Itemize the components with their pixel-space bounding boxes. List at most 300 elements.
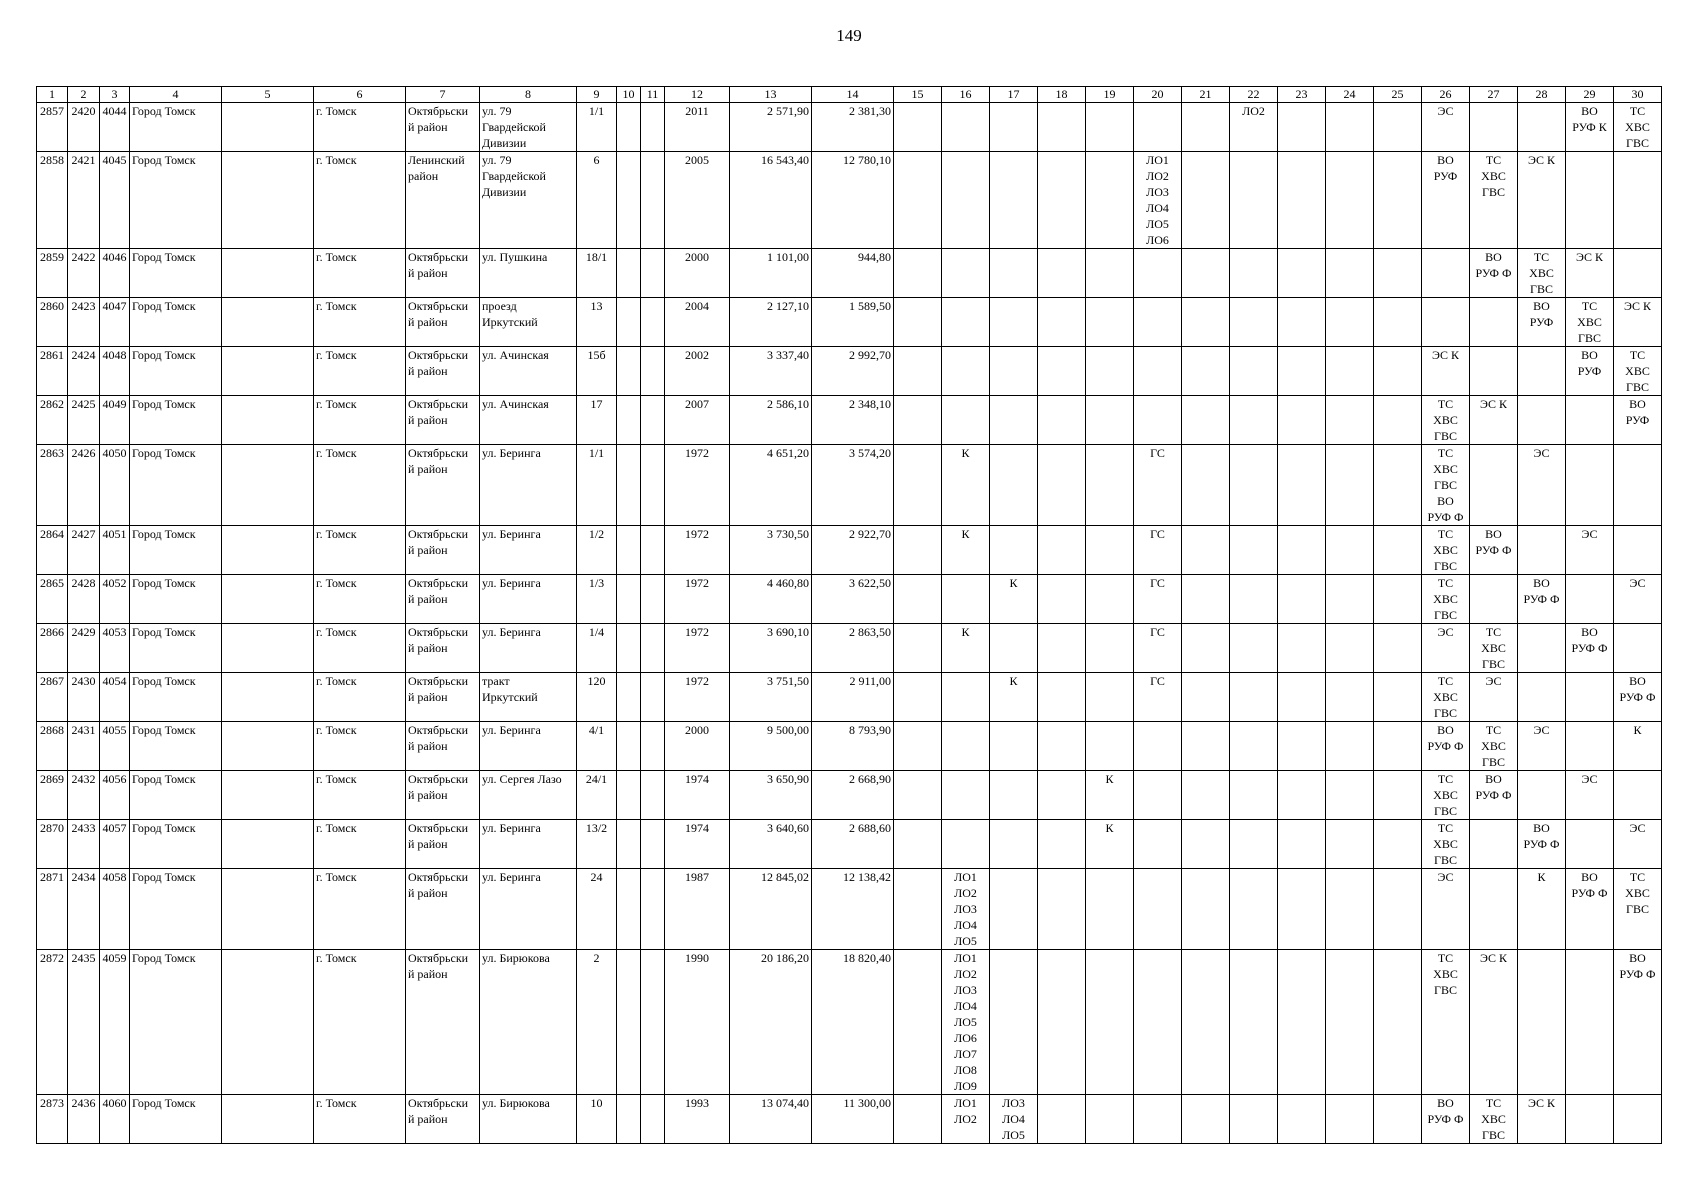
cell-col-12: 1974 bbox=[665, 820, 730, 869]
cell-col-26: ВО РУФ Ф bbox=[1422, 1095, 1470, 1144]
cell-col-17: ЛО3 ЛО4 ЛО5 bbox=[990, 1095, 1038, 1144]
cell-col-27: ТС ХВС ГВС bbox=[1470, 152, 1518, 249]
cell-col-11 bbox=[641, 869, 665, 950]
cell-col-22 bbox=[1230, 298, 1278, 347]
cell-col-20 bbox=[1134, 396, 1182, 445]
cell-col-22 bbox=[1230, 820, 1278, 869]
cell-col-16 bbox=[942, 298, 990, 347]
cell-col-29: ВО РУФ bbox=[1566, 347, 1614, 396]
cell-col-28 bbox=[1518, 624, 1566, 673]
column-header-17: 17 bbox=[990, 87, 1038, 103]
cell-col-26 bbox=[1422, 298, 1470, 347]
cell-col-5 bbox=[222, 575, 314, 624]
cell-col-13: 16 543,40 bbox=[730, 152, 812, 249]
cell-col-28: ВО РУФ Ф bbox=[1518, 575, 1566, 624]
cell-col-17: К bbox=[990, 575, 1038, 624]
cell-col-16: ЛО1 ЛО2 bbox=[942, 1095, 990, 1144]
cell-col-20: ГС bbox=[1134, 673, 1182, 722]
cell-col-20 bbox=[1134, 347, 1182, 396]
cell-col-26: ТС ХВС ГВС bbox=[1422, 673, 1470, 722]
cell-col-3: 4049 bbox=[100, 396, 130, 445]
cell-col-4: Город Томск bbox=[130, 347, 222, 396]
cell-col-11 bbox=[641, 347, 665, 396]
cell-col-16 bbox=[942, 722, 990, 771]
cell-col-8: ул. Бирюкова bbox=[480, 950, 577, 1095]
table-row bbox=[37, 673, 1662, 722]
cell-col-4: Город Томск bbox=[130, 152, 222, 249]
cell-col-5 bbox=[222, 869, 314, 950]
cell-col-2: 2435 bbox=[68, 950, 100, 1095]
cell-col-23 bbox=[1278, 624, 1326, 673]
cell-col-24 bbox=[1326, 249, 1374, 298]
cell-col-25 bbox=[1374, 152, 1422, 249]
cell-col-29: ТС ХВС ГВС bbox=[1566, 298, 1614, 347]
cell-col-9: 24 bbox=[577, 869, 617, 950]
cell-col-2: 2420 bbox=[68, 103, 100, 152]
cell-col-3: 4055 bbox=[100, 722, 130, 771]
cell-col-10 bbox=[617, 722, 641, 771]
cell-col-7: Октябрьски й район bbox=[406, 347, 480, 396]
cell-col-6: г. Томск bbox=[314, 396, 406, 445]
cell-col-17 bbox=[990, 624, 1038, 673]
cell-col-23 bbox=[1278, 673, 1326, 722]
column-header-18: 18 bbox=[1038, 87, 1086, 103]
cell-col-14: 3 622,50 bbox=[812, 575, 894, 624]
cell-col-19 bbox=[1086, 624, 1134, 673]
cell-col-20 bbox=[1134, 298, 1182, 347]
cell-col-28 bbox=[1518, 673, 1566, 722]
cell-col-29 bbox=[1566, 575, 1614, 624]
cell-col-10 bbox=[617, 624, 641, 673]
column-header-22: 22 bbox=[1230, 87, 1278, 103]
column-header-11: 11 bbox=[641, 87, 665, 103]
table-row bbox=[37, 771, 1662, 820]
cell-col-17 bbox=[990, 445, 1038, 526]
cell-col-14: 2 688,60 bbox=[812, 820, 894, 869]
cell-col-13: 3 337,40 bbox=[730, 347, 812, 396]
cell-col-29 bbox=[1566, 820, 1614, 869]
cell-col-28: ЭС К bbox=[1518, 1095, 1566, 1144]
column-header-5: 5 bbox=[222, 87, 314, 103]
cell-col-30: ЭС К bbox=[1614, 298, 1662, 347]
cell-col-13: 3 730,50 bbox=[730, 526, 812, 575]
cell-col-21 bbox=[1182, 396, 1230, 445]
cell-col-8: ул. Беринга bbox=[480, 869, 577, 950]
cell-col-13: 12 845,02 bbox=[730, 869, 812, 950]
cell-col-20 bbox=[1134, 771, 1182, 820]
column-header-20: 20 bbox=[1134, 87, 1182, 103]
cell-col-9: 13 bbox=[577, 298, 617, 347]
cell-col-13: 3 690,10 bbox=[730, 624, 812, 673]
cell-col-30: ТС ХВС ГВС bbox=[1614, 347, 1662, 396]
cell-col-27 bbox=[1470, 103, 1518, 152]
cell-col-30: ТС ХВС ГВС bbox=[1614, 869, 1662, 950]
cell-col-19 bbox=[1086, 526, 1134, 575]
cell-col-5 bbox=[222, 624, 314, 673]
cell-col-9: 15б bbox=[577, 347, 617, 396]
cell-col-22 bbox=[1230, 526, 1278, 575]
cell-col-30: ЭС bbox=[1614, 575, 1662, 624]
cell-col-21 bbox=[1182, 103, 1230, 152]
cell-col-22 bbox=[1230, 445, 1278, 526]
cell-col-21 bbox=[1182, 869, 1230, 950]
cell-col-14: 11 300,00 bbox=[812, 1095, 894, 1144]
cell-col-4: Город Томск bbox=[130, 673, 222, 722]
cell-col-7: Октябрьски й район bbox=[406, 103, 480, 152]
cell-col-3: 4046 bbox=[100, 249, 130, 298]
cell-col-1: 2869 bbox=[37, 771, 68, 820]
cell-col-5 bbox=[222, 1095, 314, 1144]
cell-col-20 bbox=[1134, 103, 1182, 152]
column-header-1: 1 bbox=[37, 87, 68, 103]
cell-col-10 bbox=[617, 673, 641, 722]
cell-col-6: г. Томск bbox=[314, 445, 406, 526]
cell-col-1: 2870 bbox=[37, 820, 68, 869]
cell-col-19: К bbox=[1086, 820, 1134, 869]
cell-col-7: Октябрьски й район bbox=[406, 526, 480, 575]
cell-col-26: ТС ХВС ГВС bbox=[1422, 526, 1470, 575]
cell-col-10 bbox=[617, 1095, 641, 1144]
cell-col-15 bbox=[894, 624, 942, 673]
cell-col-28 bbox=[1518, 771, 1566, 820]
cell-col-25 bbox=[1374, 624, 1422, 673]
cell-col-6: г. Томск bbox=[314, 673, 406, 722]
cell-col-12: 1972 bbox=[665, 526, 730, 575]
cell-col-25 bbox=[1374, 722, 1422, 771]
cell-col-14: 12 138,42 bbox=[812, 869, 894, 950]
cell-col-6: г. Томск bbox=[314, 771, 406, 820]
cell-col-3: 4054 bbox=[100, 673, 130, 722]
cell-col-13: 3 650,90 bbox=[730, 771, 812, 820]
cell-col-28: К bbox=[1518, 869, 1566, 950]
cell-col-23 bbox=[1278, 396, 1326, 445]
cell-col-24 bbox=[1326, 396, 1374, 445]
cell-col-15 bbox=[894, 722, 942, 771]
cell-col-18 bbox=[1038, 624, 1086, 673]
cell-col-26: ВО РУФ Ф bbox=[1422, 722, 1470, 771]
cell-col-7: Октябрьски й район bbox=[406, 396, 480, 445]
table-row bbox=[37, 722, 1662, 771]
cell-col-13: 2 586,10 bbox=[730, 396, 812, 445]
cell-col-9: 10 bbox=[577, 1095, 617, 1144]
cell-col-2: 2422 bbox=[68, 249, 100, 298]
cell-col-19 bbox=[1086, 445, 1134, 526]
cell-col-19 bbox=[1086, 1095, 1134, 1144]
cell-col-1: 2862 bbox=[37, 396, 68, 445]
cell-col-14: 2 863,50 bbox=[812, 624, 894, 673]
cell-col-6: г. Томск bbox=[314, 575, 406, 624]
cell-col-1: 2860 bbox=[37, 298, 68, 347]
table-body bbox=[37, 103, 1662, 1144]
cell-col-26: ТС ХВС ГВС bbox=[1422, 396, 1470, 445]
cell-col-2: 2436 bbox=[68, 1095, 100, 1144]
cell-col-13: 4 651,20 bbox=[730, 445, 812, 526]
cell-col-23 bbox=[1278, 103, 1326, 152]
cell-col-19 bbox=[1086, 103, 1134, 152]
cell-col-27: ТС ХВС ГВС bbox=[1470, 722, 1518, 771]
page-number: 149 bbox=[836, 26, 862, 45]
table-row bbox=[37, 575, 1662, 624]
cell-col-11 bbox=[641, 950, 665, 1095]
cell-col-29 bbox=[1566, 722, 1614, 771]
cell-col-28 bbox=[1518, 396, 1566, 445]
column-header-15: 15 bbox=[894, 87, 942, 103]
cell-col-8: ул. 79 Гвардейской Дивизии bbox=[480, 152, 577, 249]
cell-col-14: 2 668,90 bbox=[812, 771, 894, 820]
cell-col-24 bbox=[1326, 575, 1374, 624]
cell-col-5 bbox=[222, 152, 314, 249]
cell-col-7: Октябрьски й район bbox=[406, 950, 480, 1095]
cell-col-6: г. Томск bbox=[314, 624, 406, 673]
column-header-6: 6 bbox=[314, 87, 406, 103]
column-header-14: 14 bbox=[812, 87, 894, 103]
cell-col-16 bbox=[942, 152, 990, 249]
cell-col-25 bbox=[1374, 347, 1422, 396]
cell-col-13: 1 101,00 bbox=[730, 249, 812, 298]
cell-col-10 bbox=[617, 396, 641, 445]
cell-col-11 bbox=[641, 445, 665, 526]
table-header bbox=[37, 87, 1662, 103]
cell-col-4: Город Томск bbox=[130, 396, 222, 445]
cell-col-29 bbox=[1566, 950, 1614, 1095]
cell-col-13: 13 074,40 bbox=[730, 1095, 812, 1144]
cell-col-26: ЭС bbox=[1422, 624, 1470, 673]
cell-col-24 bbox=[1326, 869, 1374, 950]
cell-col-10 bbox=[617, 249, 641, 298]
cell-col-29: ЭС bbox=[1566, 771, 1614, 820]
cell-col-18 bbox=[1038, 771, 1086, 820]
cell-col-26: ЭС bbox=[1422, 103, 1470, 152]
cell-col-22 bbox=[1230, 722, 1278, 771]
cell-col-7: Октябрьски й район bbox=[406, 722, 480, 771]
cell-col-10 bbox=[617, 771, 641, 820]
cell-col-22 bbox=[1230, 152, 1278, 249]
cell-col-17 bbox=[990, 869, 1038, 950]
cell-col-7: Октябрьски й район bbox=[406, 445, 480, 526]
cell-col-7: Октябрьски й район bbox=[406, 1095, 480, 1144]
cell-col-1: 2866 bbox=[37, 624, 68, 673]
cell-col-15 bbox=[894, 673, 942, 722]
cell-col-15 bbox=[894, 152, 942, 249]
cell-col-30 bbox=[1614, 526, 1662, 575]
cell-col-2: 2426 bbox=[68, 445, 100, 526]
cell-col-3: 4047 bbox=[100, 298, 130, 347]
cell-col-24 bbox=[1326, 152, 1374, 249]
cell-col-27: ВО РУФ Ф bbox=[1470, 526, 1518, 575]
cell-col-10 bbox=[617, 347, 641, 396]
cell-col-14: 2 922,70 bbox=[812, 526, 894, 575]
cell-col-11 bbox=[641, 526, 665, 575]
cell-col-9: 1/4 bbox=[577, 624, 617, 673]
cell-col-17 bbox=[990, 396, 1038, 445]
cell-col-16: ЛО1 ЛО2 ЛО3 ЛО4 ЛО5 ЛО6 ЛО7 ЛО8 ЛО9 bbox=[942, 950, 990, 1095]
cell-col-6: г. Томск bbox=[314, 869, 406, 950]
cell-col-14: 2 348,10 bbox=[812, 396, 894, 445]
column-header-21: 21 bbox=[1182, 87, 1230, 103]
cell-col-15 bbox=[894, 347, 942, 396]
cell-col-2: 2425 bbox=[68, 396, 100, 445]
cell-col-17 bbox=[990, 771, 1038, 820]
cell-col-30 bbox=[1614, 771, 1662, 820]
cell-col-9: 4/1 bbox=[577, 722, 617, 771]
cell-col-17 bbox=[990, 347, 1038, 396]
cell-col-20 bbox=[1134, 950, 1182, 1095]
cell-col-20: ГС bbox=[1134, 526, 1182, 575]
cell-col-27: ЭС bbox=[1470, 673, 1518, 722]
cell-col-10 bbox=[617, 950, 641, 1095]
cell-col-8: ул. Беринга bbox=[480, 526, 577, 575]
cell-col-22 bbox=[1230, 396, 1278, 445]
cell-col-24 bbox=[1326, 673, 1374, 722]
cell-col-30: ВО РУФ Ф bbox=[1614, 673, 1662, 722]
column-header-13: 13 bbox=[730, 87, 812, 103]
cell-col-27: ТС ХВС ГВС bbox=[1470, 624, 1518, 673]
cell-col-24 bbox=[1326, 722, 1374, 771]
cell-col-29: ВО РУФ Ф bbox=[1566, 869, 1614, 950]
cell-col-15 bbox=[894, 771, 942, 820]
cell-col-8: проезд Иркутский bbox=[480, 298, 577, 347]
cell-col-28 bbox=[1518, 526, 1566, 575]
cell-col-15 bbox=[894, 526, 942, 575]
cell-col-18 bbox=[1038, 869, 1086, 950]
column-header-10: 10 bbox=[617, 87, 641, 103]
cell-col-27: ВО РУФ Ф bbox=[1470, 771, 1518, 820]
cell-col-3: 4045 bbox=[100, 152, 130, 249]
cell-col-24 bbox=[1326, 347, 1374, 396]
cell-col-25 bbox=[1374, 445, 1422, 526]
cell-col-15 bbox=[894, 445, 942, 526]
cell-col-11 bbox=[641, 673, 665, 722]
cell-col-10 bbox=[617, 869, 641, 950]
cell-col-7: Октябрьски й район bbox=[406, 673, 480, 722]
cell-col-15 bbox=[894, 249, 942, 298]
cell-col-15 bbox=[894, 1095, 942, 1144]
cell-col-21 bbox=[1182, 347, 1230, 396]
cell-col-28: ЭС bbox=[1518, 722, 1566, 771]
cell-col-20: ЛО1 ЛО2 ЛО3 ЛО4 ЛО5 ЛО6 bbox=[1134, 152, 1182, 249]
cell-col-19 bbox=[1086, 722, 1134, 771]
cell-col-14: 8 793,90 bbox=[812, 722, 894, 771]
cell-col-1: 2872 bbox=[37, 950, 68, 1095]
cell-col-20 bbox=[1134, 820, 1182, 869]
cell-col-1: 2861 bbox=[37, 347, 68, 396]
cell-col-24 bbox=[1326, 820, 1374, 869]
cell-col-23 bbox=[1278, 1095, 1326, 1144]
column-header-9: 9 bbox=[577, 87, 617, 103]
cell-col-24 bbox=[1326, 526, 1374, 575]
cell-col-9: 1/1 bbox=[577, 445, 617, 526]
cell-col-3: 4056 bbox=[100, 771, 130, 820]
column-header-12: 12 bbox=[665, 87, 730, 103]
cell-col-27: ТС ХВС ГВС bbox=[1470, 1095, 1518, 1144]
cell-col-21 bbox=[1182, 820, 1230, 869]
cell-col-5 bbox=[222, 526, 314, 575]
cell-col-22 bbox=[1230, 575, 1278, 624]
cell-col-4: Город Томск bbox=[130, 869, 222, 950]
cell-col-30: ЭС bbox=[1614, 820, 1662, 869]
cell-col-11 bbox=[641, 298, 665, 347]
cell-col-20 bbox=[1134, 249, 1182, 298]
cell-col-13: 9 500,00 bbox=[730, 722, 812, 771]
table-row bbox=[37, 396, 1662, 445]
table-row bbox=[37, 298, 1662, 347]
cell-col-15 bbox=[894, 298, 942, 347]
cell-col-16 bbox=[942, 673, 990, 722]
cell-col-11 bbox=[641, 103, 665, 152]
cell-col-13: 3 751,50 bbox=[730, 673, 812, 722]
table-row bbox=[37, 347, 1662, 396]
cell-col-12: 2004 bbox=[665, 298, 730, 347]
cell-col-12: 1993 bbox=[665, 1095, 730, 1144]
cell-col-16: ЛО1 ЛО2 ЛО3 ЛО4 ЛО5 bbox=[942, 869, 990, 950]
cell-col-25 bbox=[1374, 249, 1422, 298]
cell-col-10 bbox=[617, 445, 641, 526]
cell-col-16 bbox=[942, 347, 990, 396]
cell-col-30: ТС ХВС ГВС bbox=[1614, 103, 1662, 152]
column-header-3: 3 bbox=[100, 87, 130, 103]
cell-col-7: Октябрьски й район bbox=[406, 298, 480, 347]
cell-col-27 bbox=[1470, 820, 1518, 869]
cell-col-6: г. Томск bbox=[314, 722, 406, 771]
cell-col-4: Город Томск bbox=[130, 526, 222, 575]
cell-col-27 bbox=[1470, 347, 1518, 396]
cell-col-3: 4058 bbox=[100, 869, 130, 950]
cell-col-23 bbox=[1278, 722, 1326, 771]
cell-col-23 bbox=[1278, 869, 1326, 950]
cell-col-14: 2 992,70 bbox=[812, 347, 894, 396]
cell-col-10 bbox=[617, 152, 641, 249]
cell-col-24 bbox=[1326, 298, 1374, 347]
cell-col-13: 2 571,90 bbox=[730, 103, 812, 152]
cell-col-2: 2421 bbox=[68, 152, 100, 249]
cell-col-2: 2432 bbox=[68, 771, 100, 820]
cell-col-9: 1/3 bbox=[577, 575, 617, 624]
cell-col-19 bbox=[1086, 298, 1134, 347]
cell-col-17 bbox=[990, 249, 1038, 298]
cell-col-18 bbox=[1038, 722, 1086, 771]
cell-col-25 bbox=[1374, 575, 1422, 624]
column-header-24: 24 bbox=[1326, 87, 1374, 103]
cell-col-6: г. Томск bbox=[314, 526, 406, 575]
cell-col-1: 2865 bbox=[37, 575, 68, 624]
cell-col-22 bbox=[1230, 347, 1278, 396]
column-header-4: 4 bbox=[130, 87, 222, 103]
cell-col-6: г. Томск bbox=[314, 103, 406, 152]
cell-col-6: г. Томск bbox=[314, 950, 406, 1095]
cell-col-18 bbox=[1038, 820, 1086, 869]
cell-col-6: г. Томск bbox=[314, 249, 406, 298]
cell-col-2: 2427 bbox=[68, 526, 100, 575]
cell-col-17 bbox=[990, 820, 1038, 869]
cell-col-23 bbox=[1278, 575, 1326, 624]
cell-col-4: Город Томск bbox=[130, 1095, 222, 1144]
cell-col-13: 3 640,60 bbox=[730, 820, 812, 869]
cell-col-26: ТС ХВС ГВС bbox=[1422, 820, 1470, 869]
cell-col-23 bbox=[1278, 347, 1326, 396]
cell-col-13: 2 127,10 bbox=[730, 298, 812, 347]
cell-col-30 bbox=[1614, 445, 1662, 526]
cell-col-22 bbox=[1230, 1095, 1278, 1144]
table-row bbox=[37, 950, 1662, 1095]
cell-col-26: ВО РУФ bbox=[1422, 152, 1470, 249]
cell-col-22 bbox=[1230, 673, 1278, 722]
cell-col-5 bbox=[222, 445, 314, 526]
cell-col-30: ВО РУФ Ф bbox=[1614, 950, 1662, 1095]
cell-col-12: 2007 bbox=[665, 396, 730, 445]
cell-col-12: 2000 bbox=[665, 722, 730, 771]
cell-col-15 bbox=[894, 950, 942, 1095]
cell-col-21 bbox=[1182, 673, 1230, 722]
